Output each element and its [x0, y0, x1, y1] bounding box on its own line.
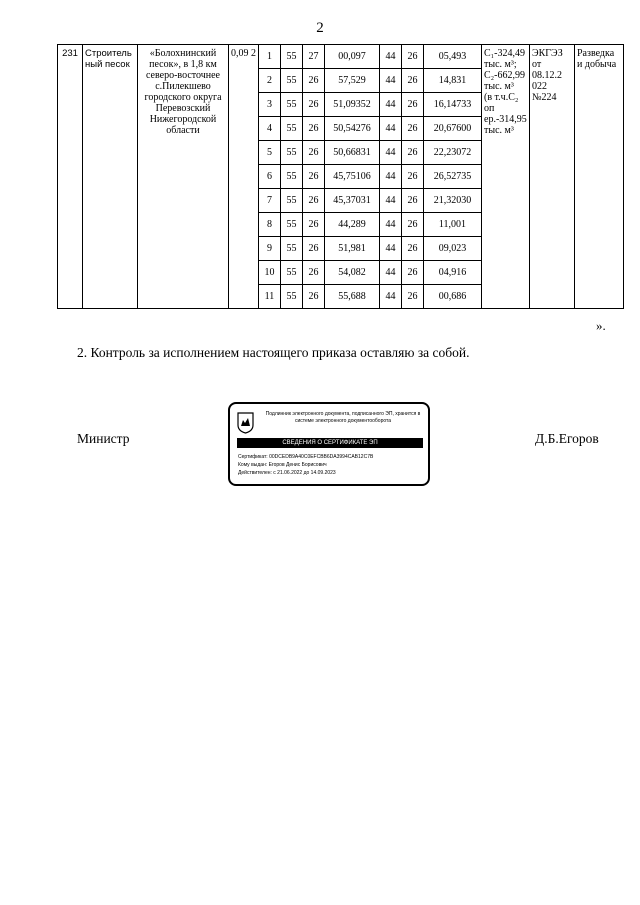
lon-sec: 14,831 [424, 69, 482, 93]
lon-sec: 11,001 [424, 213, 482, 237]
lon-deg: 44 [380, 261, 402, 285]
lon-deg: 44 [380, 237, 402, 261]
reserves-c2: С₂-662,99 тыс. м³ [484, 70, 525, 92]
stamp-title: СВЕДЕНИЯ О СЕРТИФИКАТЕ ЭП [237, 438, 423, 448]
lon-min: 26 [402, 237, 424, 261]
lat-sec: 00,097 [325, 45, 380, 69]
lon-deg: 44 [380, 69, 402, 93]
page-number: 2 [316, 20, 324, 36]
lon-sec: 09,023 [424, 237, 482, 261]
closing-quote: ». [596, 318, 606, 333]
point-number: 1 [259, 45, 281, 69]
deposit-area: 0,09 2 [229, 45, 259, 309]
lon-min: 26 [402, 285, 424, 309]
lat-min: 26 [303, 237, 325, 261]
lon-deg: 44 [380, 93, 402, 117]
lat-deg: 55 [281, 93, 303, 117]
lon-sec: 16,14733 [424, 93, 482, 117]
point-number: 4 [259, 117, 281, 141]
lat-min: 26 [303, 165, 325, 189]
lat-deg: 55 [281, 45, 303, 69]
deposit-table [57, 44, 624, 309]
reserves-c2-sub: (в т.ч.С₂ оп ер.-314,95 тыс. м³ [484, 92, 527, 136]
lon-sec: 21,32030 [424, 189, 482, 213]
approval-ref: ЭКГЭЗ от 08.12.2 022 №224 [530, 45, 575, 309]
lon-deg: 44 [380, 285, 402, 309]
lat-min: 26 [303, 285, 325, 309]
lon-min: 26 [402, 117, 424, 141]
lat-sec: 45,37031 [325, 189, 380, 213]
lon-min: 26 [402, 261, 424, 285]
paragraph-control: 2. Контроль за исполнением настоящего приказа оставляю за собой. [77, 345, 470, 360]
point-number: 2 [259, 69, 281, 93]
lat-deg: 55 [281, 117, 303, 141]
point-number: 10 [259, 261, 281, 285]
lat-sec: 54,082 [325, 261, 380, 285]
lon-min: 26 [402, 69, 424, 93]
point-number: 3 [259, 93, 281, 117]
lat-min: 26 [303, 189, 325, 213]
owner-line: Кому выдан: Егоров Денис Борисович [238, 462, 327, 468]
lat-sec: 44,289 [325, 213, 380, 237]
lat-min: 26 [303, 69, 325, 93]
lon-deg: 44 [380, 165, 402, 189]
point-number: 5 [259, 141, 281, 165]
lon-min: 26 [402, 93, 424, 117]
lon-sec: 05,493 [424, 45, 482, 69]
lat-deg: 55 [281, 69, 303, 93]
coat-of-arms-icon [237, 412, 254, 434]
lon-min: 26 [402, 189, 424, 213]
lon-sec: 26,52735 [424, 165, 482, 189]
row-id: 231 [58, 45, 83, 309]
lat-deg: 55 [281, 141, 303, 165]
lon-min: 26 [402, 165, 424, 189]
lon-deg: 44 [380, 213, 402, 237]
lat-deg: 55 [281, 237, 303, 261]
lon-sec: 00,686 [424, 285, 482, 309]
lat-sec: 51,09352 [325, 93, 380, 117]
lat-sec: 50,66831 [325, 141, 380, 165]
lat-sec: 55,688 [325, 285, 380, 309]
table-row [58, 45, 624, 69]
lon-min: 26 [402, 141, 424, 165]
lat-sec: 45,75106 [325, 165, 380, 189]
deposit-location: «Болохнинский песок», в 1,8 км северо-восточнее с.Пилекшево городского округа Перевозский Нижегородской области [138, 45, 229, 309]
certificate-line: Сертификат: 00DCEDB9A40C0EFCBB6DA3994CAB12C7B [238, 454, 374, 460]
lon-sec: 04,916 [424, 261, 482, 285]
point-number: 9 [259, 237, 281, 261]
lat-deg: 55 [281, 285, 303, 309]
lat-min: 26 [303, 261, 325, 285]
point-number: 11 [259, 285, 281, 309]
lat-min: 26 [303, 93, 325, 117]
mineral-type: Строитель ный песок [83, 45, 138, 309]
lon-deg: 44 [380, 189, 402, 213]
e-signature-stamp [228, 402, 430, 486]
lat-deg: 55 [281, 261, 303, 285]
minister-label: Министр [77, 431, 130, 446]
lon-min: 26 [402, 45, 424, 69]
stamp-header: Подлинник электронного документа, подписанного ЭП, хранится в системе электронного документооборота [265, 411, 421, 424]
reserves [482, 45, 530, 309]
reserves-c1: С₁-324,49 тыс. м³; [484, 48, 525, 70]
lat-sec: 50,54276 [325, 117, 380, 141]
lat-sec: 51,981 [325, 237, 380, 261]
use-type: Разведка и добыча [575, 45, 624, 309]
lon-deg: 44 [380, 45, 402, 69]
lat-min: 27 [303, 45, 325, 69]
signer-name: Д.Б.Егоров [535, 431, 599, 446]
lat-deg: 55 [281, 165, 303, 189]
lat-min: 26 [303, 213, 325, 237]
point-number: 7 [259, 189, 281, 213]
lon-min: 26 [402, 213, 424, 237]
point-number: 6 [259, 165, 281, 189]
lat-min: 26 [303, 117, 325, 141]
lat-min: 26 [303, 141, 325, 165]
lon-sec: 20,67600 [424, 117, 482, 141]
lon-deg: 44 [380, 117, 402, 141]
validity-line: Действителен: с 21.06.2022 до 14.09.2023 [238, 470, 336, 476]
point-number: 8 [259, 213, 281, 237]
lon-deg: 44 [380, 141, 402, 165]
lat-deg: 55 [281, 213, 303, 237]
lon-sec: 22,23072 [424, 141, 482, 165]
lat-sec: 57,529 [325, 69, 380, 93]
lat-deg: 55 [281, 189, 303, 213]
